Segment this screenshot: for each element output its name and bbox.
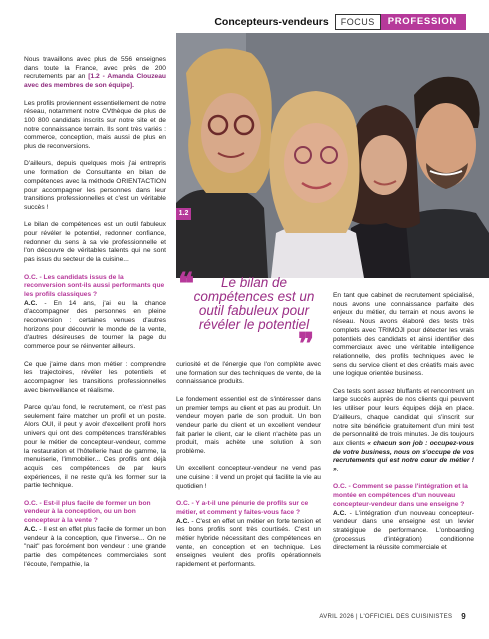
paragraph: D'ailleurs, depuis quelques mois j'ai entrepris une formation de Consultante en bilan de compétences avec la méthode ORIENTACTION pour accompagner les personnes dans leur transitions professionnelles et c'est un véritable succès ! — [24, 160, 166, 211]
answer-text: - L'intégration d'un nouveau concepteur-vendeur dans une enseigne est un levier stratégique de performance. L'onboarding (processus d'intégration) conditionne directement la réussite commerciale et — [333, 509, 474, 552]
photo-number-badge: 1.2 — [176, 208, 191, 220]
paragraph-end: . — [336, 466, 339, 474]
answer-text: - En 14 ans, j'ai eu la chance d'accompagner des personnes en pleine reconversion : certaines venues d'autres horizons pour découvrir le monde de la vente, d'autres désireuses de tourner la page du commerce pour se réinventer ailleurs. — [24, 299, 166, 351]
close-quote-icon: ❞ — [298, 327, 315, 362]
interview-question: O.C. - Comment se passe l'intégration et la montée en compétences d'un nouveau concepteur-vendeur dans une enseigne ? — [333, 483, 468, 508]
paragraph-text: Nous travaillons avec plus de 556 enseignes dans toute la France, avec près de 200 recrutements par an — [24, 56, 166, 81]
answer-text: - Il est en effet plus facile de former un bon vendeur à la conception, que l'inverse... On ne "nait" pas forcément bon vendeur : une grande partie des compétences commerciales sont l'écoute, l'empathie, la — [24, 525, 166, 568]
pull-quote-text: Le bilan de compétences est un outil fabuleux pour révéler le potentiel — [193, 275, 315, 332]
page-footer — [319, 612, 466, 621]
paragraph: Le fondement essentiel est de s'intéresser dans un premier temps au client et pas au produit. Un vendeur moyen parle de son produit. Un bon vendeur parle du client et un excellent vendeur fait parler le client, car le client n'achète pas un produit, mais achète une solution à son problème. — [176, 395, 321, 456]
interview-question: O.C. - Les candidats issus de la reconversion sont-ils aussi performants que les profils classiques ? — [24, 273, 165, 298]
page-number: 9 — [461, 612, 466, 621]
paragraph — [333, 388, 474, 475]
interview-answer — [24, 526, 166, 570]
paragraph: Parce qu'au fond, le recrutement, ce n'est pas seulement faire matcher un profil et un poste. Alors OUI, il peut y avoir d'excellent profil hors univers qui ont des compétences transférables pour le métier de concepteur-vendeur, comme la restauration et l'hôtellerie haut de gamme, la menuiserie, l'immobilier... Ces profils ont déjà acquis ces compétences de par leurs expériences, il ne reste qu'à les former sur la partie technique. — [24, 404, 166, 490]
paragraph — [24, 56, 166, 91]
paragraph: Un excellent concepteur-vendeur ne vend pas une cuisine : il vend un projet qui facilite la vie au quotidien ! — [176, 465, 321, 490]
section-header — [214, 14, 466, 30]
answer-label: A.C. — [176, 517, 190, 525]
column-1 — [24, 56, 166, 569]
column-3 — [333, 292, 474, 553]
pull-quote — [176, 267, 326, 362]
answer-text: - C'est en effet un métier en forte tension et les bons profils sont très courtisés. C'est un métier hybride nécessitant des compétences en vente, en conception et en technique. Les enseignes veulent des profils opérationnels rapidement et performants. — [176, 517, 321, 569]
paragraph: Les profils proviennent essentiellement de notre réseau, notamment notre CVthèque de plus de 100 800 candidats inscrits sur notre site et de notre connaissance terrain. Ils sont très variés : commerce, conception, mais aussi de plus en plus de reconversions. — [24, 99, 166, 151]
paragraph: En tant que cabinet de recrutement spécialisé, nous avons une connaissance parfaite des enjeux du métier, du terrain et nous avons le réseau. Nous avons élaboré des tests très complets avec TRIMOJI pour détecter les vrais potentiels des candidats et ainsi identifier des commerciaux avec une véritable intelligence relationnelle, des profils techniques avec le sens du service client et des créatifs mais avec une logique orientée business. — [333, 292, 474, 378]
paragraph: curiosité et de l'énergie que l'on complète avec une formation sur des techniques de vente, de la connaissance produits. — [176, 361, 321, 386]
interview-answer — [333, 510, 474, 554]
interview-answer — [176, 518, 321, 570]
interview-answer — [24, 300, 166, 352]
paragraph-text: Ces tests sont assez bluffants et rencontrent un large succès auprès de nos clients qui peuvent les utiliser pour leurs équipes déjà en place. D'ailleurs, chaque candidat qui s'inscrit sur notre site bénéficie gratuitement d'un mini test de personnalité de trois minutes. Je dis toujours aux clients — [333, 387, 474, 447]
column-2 — [176, 361, 321, 570]
footer-issue: AVRIL 2026 | L'OFFICIEL DES CUISINISTES — [319, 613, 453, 620]
answer-label: A.C. — [333, 509, 347, 517]
paragraph: Ce que j'aime dans mon métier : comprendre les trajectoires, révéler les potentiels et accompagner les transitions professionnelles avec bienveillance et réalisme. — [24, 360, 166, 394]
section-title: Concepteurs-vendeurs — [214, 16, 329, 28]
team-photo — [176, 33, 489, 278]
profession-tag: PROFESSION — [381, 14, 466, 30]
photo-caption-link: [1.2 - Amanda Clouzeau avec des membres de son équipe]. — [24, 73, 166, 90]
focus-tag: FOCUS — [335, 14, 381, 30]
answer-label: A.C. — [24, 525, 38, 533]
interview-question: O.C. - Est-il plus facile de former un bon vendeur à la conception, ou un bon concepteur à la vente ? — [24, 499, 151, 525]
interview-question: O.C. - Y a-t-il une pénurie de profils sur ce métier, et comment y faites-vous face ? — [176, 500, 309, 516]
client-quote: « chacun son job : occupez-vous de votre business, nous on s'occupe de vos recrutements qui est notre cœur de métier ! » — [333, 439, 474, 474]
answer-label: A.C. — [24, 299, 38, 307]
open-quote-icon: ❝ — [178, 267, 195, 302]
paragraph: Le bilan de compétences est un outil fabuleux pour révéler le potentiel, redonner confiance, redonner du sens à sa vie professionnelle et l'on découvre de véritables talents qui ne sont pas issus du secteur de la cuisine... — [24, 221, 166, 264]
